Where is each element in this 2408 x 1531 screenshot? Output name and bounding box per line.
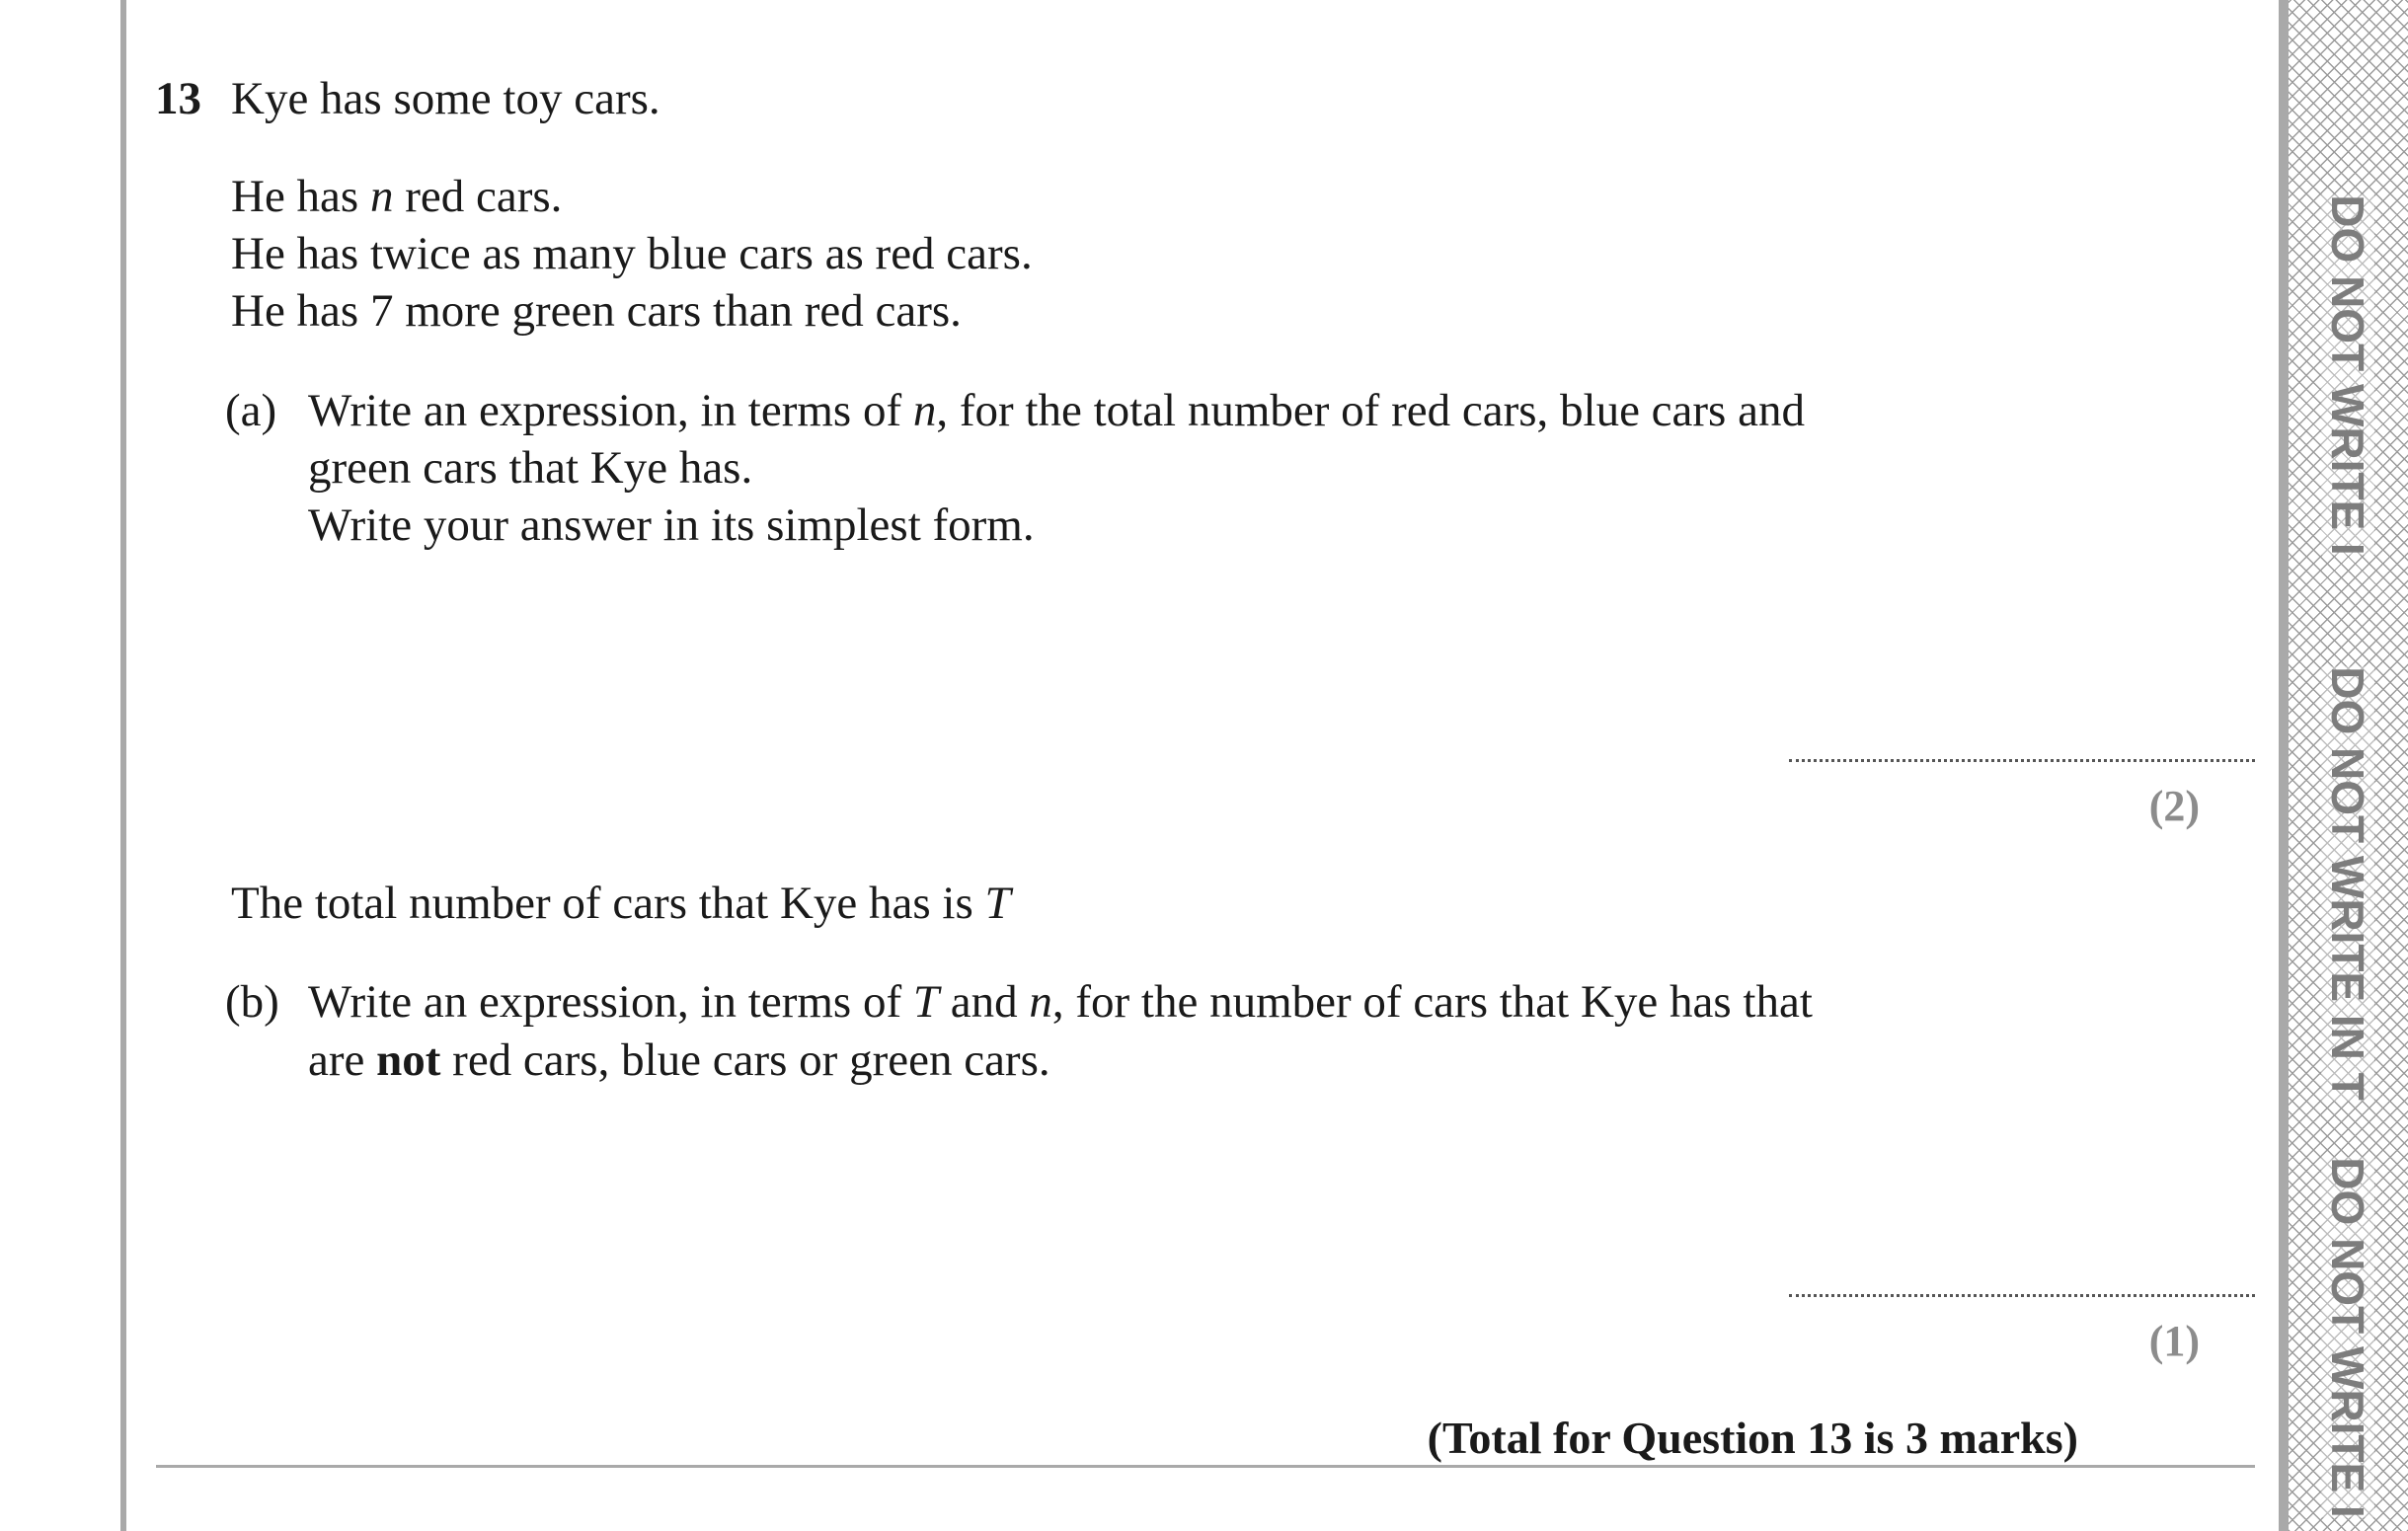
variable-n: n (1029, 976, 1052, 1028)
question-divider-rule (156, 1465, 2255, 1468)
fact-blue-cars: He has twice as many blue cars as red cars. (231, 228, 1033, 279)
part-a-line-1-post: , for the total number of red cars, blue cars and (936, 385, 1805, 436)
left-frame-border (120, 0, 126, 1531)
part-a-line-1-pre: Write an expression, in terms of (308, 385, 913, 436)
part-b-line-2-post: red cars, blue cars or green cars. (440, 1034, 1050, 1086)
fact-red-cars (231, 168, 562, 225)
variable-T: T (984, 878, 1011, 929)
part-b-line-1-pre: Write an expression, in terms of (308, 976, 913, 1028)
part-a-marks: (2) (2148, 782, 2200, 830)
part-b-line-1 (308, 973, 1813, 1031)
variable-T: T (912, 976, 939, 1028)
part-b-emphasis-not: not (376, 1034, 441, 1086)
right-frame-border (2279, 0, 2289, 1531)
variable-n: n (369, 171, 394, 222)
part-b-line-1-post: , for the number of cars that Kye has that (1051, 976, 1813, 1028)
fact-green-cars: He has 7 more green cars than red cars. (231, 285, 962, 337)
variable-n: n (912, 385, 937, 436)
question-intro: Kye has some toy cars. (231, 73, 660, 124)
part-b-line-2-pre: are (308, 1034, 377, 1086)
fact-red-post: red cars. (393, 171, 563, 222)
part-b-stem (231, 875, 1011, 932)
part-b-answer-line[interactable] (1789, 1294, 2255, 1297)
part-a-answer-line[interactable] (1789, 759, 2255, 762)
question-total-marks: (Total for Question 13 is 3 marks) (1427, 1413, 2078, 1463)
part-b-line-2 (308, 1032, 1050, 1089)
part-a-line-1 (308, 382, 1805, 439)
part-b-stem-text: The total number of cars that Kye has is (231, 878, 985, 929)
part-b-line-1-mid: and (939, 976, 1030, 1028)
part-a-line-3: Write your answer in its simplest form. (308, 499, 1035, 551)
part-a-line-2: green cars that Kye has. (308, 442, 753, 494)
fact-red-pre: He has (231, 171, 370, 222)
question-number: 13 (155, 73, 201, 124)
margin-warning-label-3: DO NOT WRITE I (2322, 1157, 2373, 1518)
part-a-label: (a) (225, 385, 277, 436)
part-b-label: (b) (225, 976, 279, 1028)
part-b-marks: (1) (2148, 1317, 2200, 1365)
margin-warning-label-1: DO NOT WRITE I (2322, 194, 2373, 556)
margin-warning-label-2: DO NOT WRITE IN T (2322, 666, 2373, 1101)
